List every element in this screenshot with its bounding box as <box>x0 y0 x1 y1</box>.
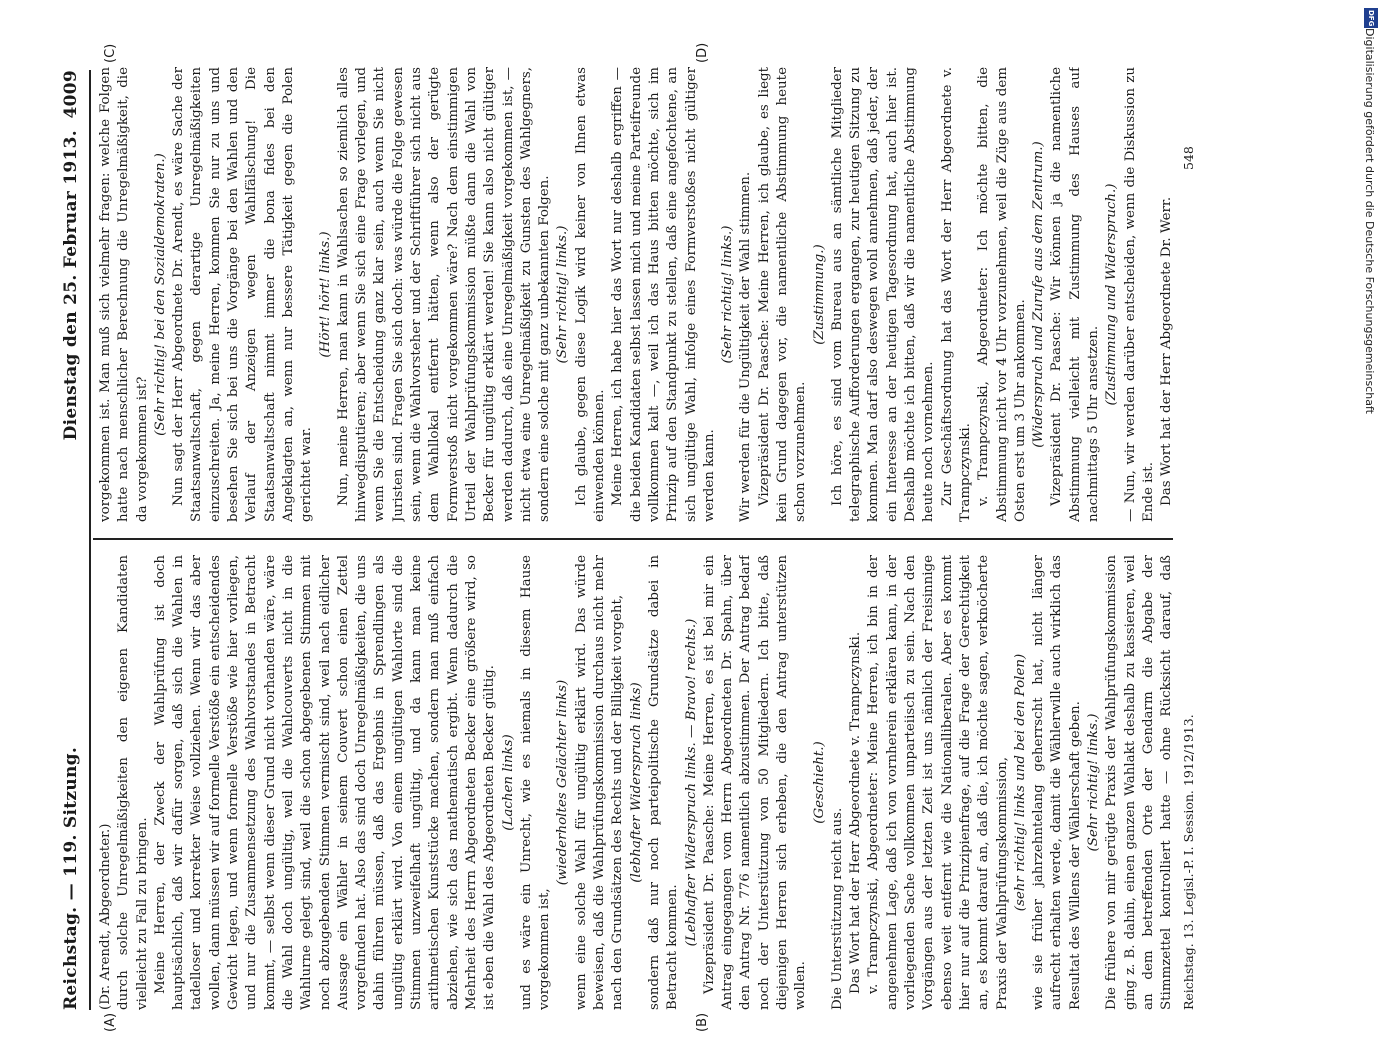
paragraph: Vizepräsident Dr. Paasche: Meine Herren, es ist bei mir ein Antrag eingegangen vom Herrn Abgeordneten Dr. Spahn, über den Antrag Nr. 776 namentlich abzustimmen. Der Antrag bedarf noch der Unterstützung von 50 Mitgliedern. Ich bitte, daß diejenigen Herren sich erheben, die den Antrag unterstützen wollen. <box>701 555 811 1010</box>
dfg-logo: DFG <box>1364 8 1378 28</box>
marker-c: (C) <box>103 44 118 63</box>
paragraph: Meine Herren, der Zweck der Wahlprüfung ist doch hauptsächlich, daß wir dafür sorgen, daß sich die Wahlen in tadelloser und korrekter Weise vollziehen. Wenn wir das aber wollen, dann müssen wir auf formelle Verstöße ein entscheidendes Gewicht legen, und wenn formelle Verstöße wie hier vorliegen, und nur die Zusammensetzung des Wahlvorstandes in Betracht kommt, — selbst wenn dieser Grund nicht vorhanden wäre, wäre die Wahl doch ungültig, weil die Wahlcouverts nicht in die Wahlurne gelegt sind, weil die schon abgegebenen Stimmen mit noch abzugebenden Stimmen vermischt sind, weil nach eidlicher Aussage ein Wähler in seinem Couvert schon einen Zettel vorgefunden hat. Also das sind doch Unregelmäßigkeiten, die uns dahin führen müssen, daß das Ergebnis in Sprendlingen als ungültig erklärt wird. Von einem ungültigen Wahlorte sind die Stimmen unzweifelhaft ungültig, und da kann man keine arithmetischen Kunststücke machen, sondern man muß einfach abziehen, wie sich das mathematisch ergibt. Wenn dadurch die Mehrheit des Herrn Abgeordneten Becker eine größere wird, so ist eben die Wahl des Abgeordneten Becker gültig. <box>152 555 500 1010</box>
paragraph: v. Trampczynski, Abgeordneter: Meine Herren, ich bin in der angenehmen Lage, daß ich von vornherein erklären kann, in der vorliegenden Sache vollkommen unparteiisch zu sein. Nach den Vorgängen aus der letzten Zeit ist uns nämlich der Freisinnige ebenso weit entfernt wie die Nationalliberalen. Aber es kommt hier nur auf die Prinzipienfrage, auf die Frage der Gerechtigkeit an, es kommt darauf an, daß die, ich möchte sagen, verknöcherte Praxis der Wahlprüfungskommission, <box>865 555 1011 1010</box>
paragraph: Nun, meine Herren, man kann in Wahlsachen so ziemlich alles hinwegdisputieren; aber wenn Sie sich eine Frage vorlegen, und wenn Sie die Entscheidung ganz klar sein, auch wenn Sie nicht Juristen sind. Fragen Sie sich doch: was würde die Folge gewesen sein, wenn die Wahlvorsteher und der Schriftführer sich nicht aus dem Wahllokal entfernt hätten, wenn also der gerügte Formverstoß nicht vorgekommen wäre? Nach dem einstimmigen Urteil der Wahlprüfungskommission müßte dann die Wahl von Becker für ungültig erklärt werden! Sie kann also nicht gültiger werden dadurch, daß eine Unregelmäßigkeit vorgekommen ist, — nicht etwa eine Unregelmäßigkeit zu Gunsten des Wahlgegners, sondern eine solche mit ganz unbekannten Folgen. <box>335 67 555 522</box>
paragraph: wie sie früher jahrzehntelang geherrscht hat, nicht länger aufrecht erhalten werde, damit die Wählerwille auch wirklich das Resultat des Willens der Wählerschaft geben. <box>1030 555 1085 1010</box>
marker-b: (B) <box>695 1013 710 1032</box>
left-column <box>97 555 1177 1010</box>
paragraph: Wir werden für die Ungültigkeit der Wahl stimmen. <box>737 67 755 522</box>
paragraph: (Lebhafter Widerspruch links. — Bravo! rechts.) <box>683 555 701 1010</box>
paragraph: Vizepräsident Dr. Paasche: Meine Herren, ich glaube, es liegt kein Grund dagegen vor, die namentliche Abstimmung heute schon vorzunehmen. <box>756 67 811 522</box>
paragraph: Die frühere von mir gerügte Praxis der Wahlprüfungskommission ging z. B. dahin, einen ganzen Wahlakt deshalb zu kassieren, weil an dem betreffenden Orte der Gendarm die Abgabe der Stimmzettel kontrolliert hatte — ohne Rücksicht darauf, daß <box>1103 555 1177 1010</box>
paragraph: wenn eine solche Wahl für ungültig erklärt wird. Das würde beweisen, daß die Wahlprüfungskommission durchaus nicht mehr nach den Grundsätzen des Rechts und der Billigkeit vorgeht, <box>573 555 628 1010</box>
paragraph: (Hört! hört! links.) <box>317 67 335 522</box>
paragraph: und es wäre ein Unrecht, wie es niemals in diesem Hause vorgekommen ist, <box>518 555 555 1010</box>
paragraph: (Lachen links) <box>500 555 518 1010</box>
paragraph: (Widerspruch und Zurufe aus dem Zentrum.) <box>1030 67 1048 522</box>
footer-session: Reichstag. 13. Legisl.-P. I. Session. 1912/1913. <box>1181 550 1196 1010</box>
paragraph: durch solche Unregelmäßigkeiten den eigenen Kandidaten vielleicht zu Fall zu bringen. <box>115 555 152 1010</box>
paragraph: vorgekommen ist. Man muß sich vielmehr fragen: welche Folgen hatte nach menschlicher Berechnung die Unregelmäßigkeit, die da vorgekommen ist? <box>97 67 152 522</box>
paragraph: Die Unterstützung reicht aus. <box>829 555 847 1010</box>
paragraph: Ich höre, es sind vom Bureau aus an sämtliche Mitglieder telegraphische Aufforderungen ergangen, zur heutigen Sitzung zu kommen. Man darf also deswegen wohl annehmen, daß jeder, der ein Interesse an der heutigen Tagesordnung hat, auch hier ist. Deshalb möchte ich bitten, daß wir die namentliche Abstimmung heute noch vornehmen. <box>829 67 939 522</box>
paragraph: (Sehr richtig! links.) <box>554 67 572 522</box>
paragraph: (Sehr richtig! links.) <box>1085 555 1103 1010</box>
digitization-credit: Digitalisierung gefördert durch die Deutsche Forschungsgemeinschaft <box>1362 28 1376 908</box>
paragraph: sondern daß nur noch parteipolitische Grundsätze dabei in Betracht kommen. <box>646 555 683 1010</box>
paragraph: (sehr richtig! links und bei den Polen) <box>1012 555 1030 1010</box>
right-column <box>97 67 1177 522</box>
marker-d: (D) <box>695 43 710 63</box>
page-number: 4009 <box>61 70 81 119</box>
paragraph: (Zustimmung.) <box>811 67 829 522</box>
paragraph: Das Wort hat der Herr Abgeordnete Dr. Werr. <box>1158 67 1176 522</box>
paragraph: Das Wort hat der Herr Abgeordnete v. Trampczynski. <box>847 555 865 1010</box>
paragraph: (wiederholtes Gelächter links) <box>554 555 572 1010</box>
column-divider <box>93 538 1173 540</box>
marker-a: (A) <box>103 1013 118 1032</box>
paragraph: (Geschieht.) <box>811 555 829 1010</box>
paragraph: Zur Geschäftsordnung hat das Wort der Herr Abgeordnete v. Trampczynski. <box>939 67 976 522</box>
paragraph: — Nun, wir werden darüber entscheiden, wenn die Diskussion zu Ende ist. <box>1122 67 1159 522</box>
paragraph: (Sehr richtig! bei den Sozialdemokraten.) <box>152 67 170 522</box>
page-header <box>55 70 91 1010</box>
paragraph: Vizepräsident Dr. Paasche: Wir können ja die namentliche Abstimmung vielleicht mit Zustimmung des Hauses auf nachmittags 5 Uhr ansetzen. <box>1048 67 1103 522</box>
footer-signature: 548 <box>1181 146 1196 170</box>
rotated-page <box>55 40 1305 1040</box>
paragraph: (Dr. Arendt, Abgeordneter.) <box>97 555 115 1010</box>
paragraph: Ich glaube, gegen diese Logik wird keiner von Ihnen etwas einwenden können. <box>573 67 610 522</box>
paragraph: Nun sagt der Herr Abgeordnete Dr. Arendt, es wäre Sache der Staatsanwaltschaft, gegen derartige Unregelmäßigkeiten einzuschreiten. Ja, meine Herren, kommen Sie nur zu uns und besehen Sie sich bei uns die Vorgänge bei den Wahlen und den Verlauf der Anzeigen wegen Wahlfälschung! Die Staatsanwaltschaft nimmt immer die bona fides bei den Angeklagten an, wenn nur bessere Tätigkeit gegen die Polen gerichtet war. <box>170 67 316 522</box>
paragraph: (lebhafter Widerspruch links) <box>628 555 646 1010</box>
paragraph: Meine Herren, ich habe hier das Wort nur deshalb ergriffen — die beiden Kandidaten selbst lassen mich und meine Parteifreunde vollkommen kalt —, weil ich das Haus bitten möchte, sich im Prinzip auf den Standpunkt zu stellen, daß eine angefochtene, an sich ungültige Wahl, infolge eines Formverstoßes nicht gültiger werden kann. <box>609 67 719 522</box>
header-session: Reichstag. — 119. Sitzung. <box>61 747 81 1010</box>
paragraph: (Sehr richtig! links.) <box>719 67 737 522</box>
paragraph: v. Trampczynski, Abgeordneter: Ich möchte bitten, die Abstimmung nicht vor 4 Uhr vorzunehmen, weil die Züge aus dem Osten erst um 3 Uhr ankommen. <box>975 67 1030 522</box>
header-date: Dienstag den 25. Februar 1913. <box>61 130 81 440</box>
paragraph: (Zustimmung und Widerspruch.) <box>1103 67 1121 522</box>
